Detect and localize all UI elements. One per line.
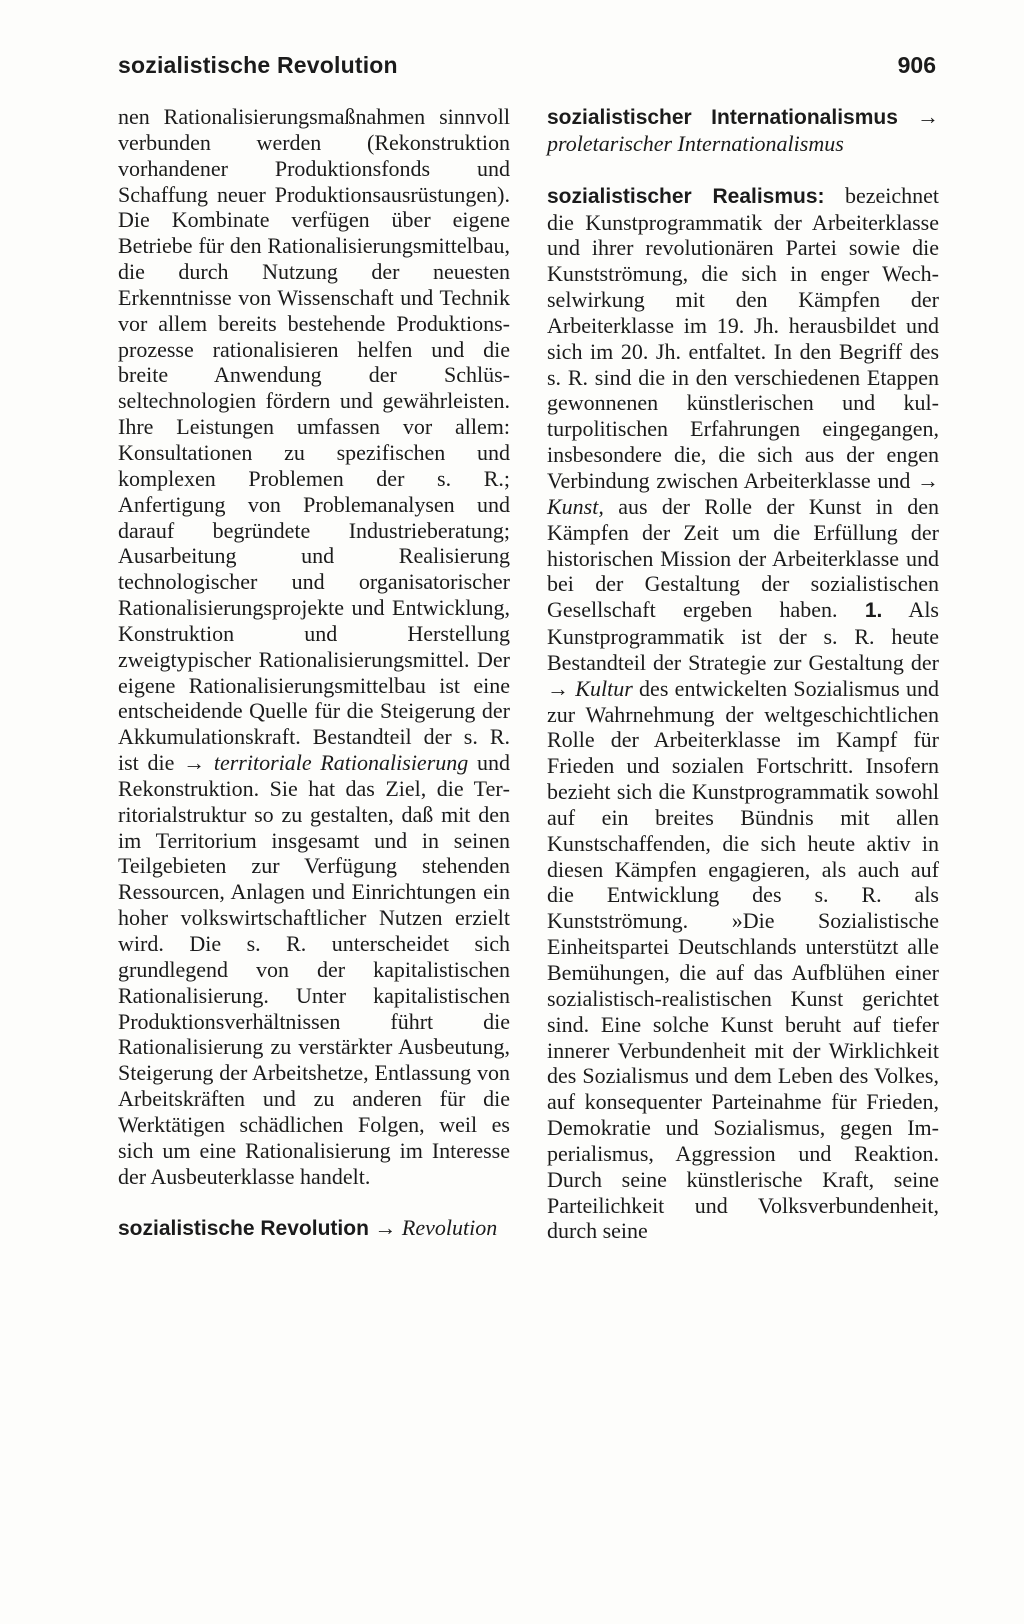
entry-continuation xyxy=(118,104,510,1189)
cross-reference-link[interactable]: Revolution xyxy=(401,1215,498,1241)
entry-sozialistischer-internationalismus xyxy=(547,104,939,157)
body-text: und Rekonstruktion. Sie hat das Ziel, die Territorialstruktur so zu gestalten, daß mit den im Territorium insgesamt und in seinen Teilgebieten zur Verfügung stehenden Ressourcen, Anlagen und Einrichtungen ein hoher volkswirtschaftlicher Nutzen erzielt wird. Die s. R. unterscheidet sich grundlegend von der kapitalistischen Rationalisierung. Unter kapitalistischen Produktionsverhältnissen führt die Rationalisierung zu verstärkter Ausbeutung, Steigerung der Arbeitshetze, Entlassung von Arbeitskräften und zu anderen für die Werktätigen schädlichen Folgen, weil es sich um eine Rationalisierung im Interesse der Ausbeuterklasse handelt. xyxy=(118,750,510,1189)
body-text: bezeichnet die Kunstprogrammatik der Arbeiterklasse und ihrer revolutionären Partei sowie die Kunstströmung, die sich in enger Wechselwirkung mit den Kämpfen der Arbeiterklasse im 19. Jh. herausbildet und sich im 20. Jh. entfaltet. In den Begriff des s. R. sind die in den verschiedenen Etappen gewonnenen künstlerischen und kulturpolitischen Erfahrungen eingegangen, insbesondere die, die sich aus der engen Verbindung zwischen Arbeiterklasse und → xyxy=(547,182,939,493)
entry-sozialistische-revolution xyxy=(118,1215,510,1242)
entry-headword: sozialistischer Realismus: xyxy=(547,184,825,208)
body-text: nen Rationalisierungsmaßnahmen sinnvoll verbunden werden (Rekonstruktion vorhandener Produktionsfonds und Schaffung neuer Produktionsausrüstungen). Die Kombinate verfügen über eigene Betriebe für den Rationalisierungsmittelbau, die durch Nutzung der neuesten Erkenntnisse von Wissenschaft und Technik vor allem bereits bestehende Produktionsprozesse rationalisieren helfen und die breite Anwendung der Schlüsseltechnologien fördern und gewährleisten. Ihre Leistungen umfassen vor allem: Konsultationen zu spezifischen und komplexen Problemen der s. R.; Anfertigung von Problemanalysen und darauf begründete Industrieberatung; Ausarbeitung und Realisierung technologischer und organisatorischer Rationalisierungsprojekte und Entwicklung, Konstruktion und Herstellung zweigtypischer Rationalisierungsmittel. Der eigene Rationalisierungsmittelbau ist eine entscheidende Quelle für die Steigerung der Akkumulationskraft. Bestandteil der s. R. ist die → xyxy=(118,104,510,776)
body-text: aus der Rolle der Kunst in den Kämpfen der Zeit um die Erfüllung der historischen Mission der Arbeiterklasse und bei der Gestaltung der sozialistischen Gesellschaft ergeben haben. xyxy=(547,493,939,623)
arrow-symbol: → xyxy=(897,104,939,129)
cross-reference-link[interactable]: Kultur xyxy=(575,675,633,701)
arrow-symbol: → xyxy=(368,1215,402,1241)
cross-reference-link[interactable]: Kunst, xyxy=(547,493,604,519)
section-number: 1. xyxy=(864,599,883,623)
entry-headword: sozialistischer Internationalismus xyxy=(547,106,898,129)
entry-headword: sozialistische Revolution xyxy=(118,1217,369,1241)
right-column xyxy=(547,104,939,1244)
left-column xyxy=(118,104,510,1242)
cross-reference-link[interactable]: proletarischer Internationalismus xyxy=(547,130,844,156)
body-text: des entwickelten Sozialismus und zur Wahrnehmung der weltgeschichtlichen Rolle der Arbeiterklasse im Kampf für Frieden und sozialen Fortschritt. Insofern bezieht sich die Kunstprogrammatik sowohl auf ein breites Bündnis mit allen Kunstschaffenden, die sich heute aktiv in diesen Kämpfen engagieren, als auch auf die Entwicklung des s. R. als Kunstströmung. »Die Sozialistische Einheitspartei Deutschlands unterstützt alle Bemühungen, die auf das Aufblühen einer sozialistisch-realistischen Kunst gerichtet sind. Eine solche Kunst beruht auf tiefer innerer Verbundenheit mit der Wirklichkeit des Sozialismus und dem Leben des Volkes, auf konsequenter Parteinahme für Frieden, Demokratie und Sozialismus, gegen Imperialismus, Aggression und Reaktion. Durch seine künstlerische Kraft, seine Parteilichkeit und Volksverbundenheit, durch seine xyxy=(547,675,939,1244)
page-number: 906 xyxy=(897,52,936,78)
entry-sozialistischer-realismus xyxy=(547,183,939,1245)
cross-reference-link[interactable]: territoriale Rationalisierung xyxy=(213,750,469,776)
running-header: sozialistische Revolution xyxy=(118,52,398,78)
body-text: Als Kunstprogrammatik ist der s. R. heute Bestandteil der Strategie zur Gestaltung der → xyxy=(547,597,939,701)
